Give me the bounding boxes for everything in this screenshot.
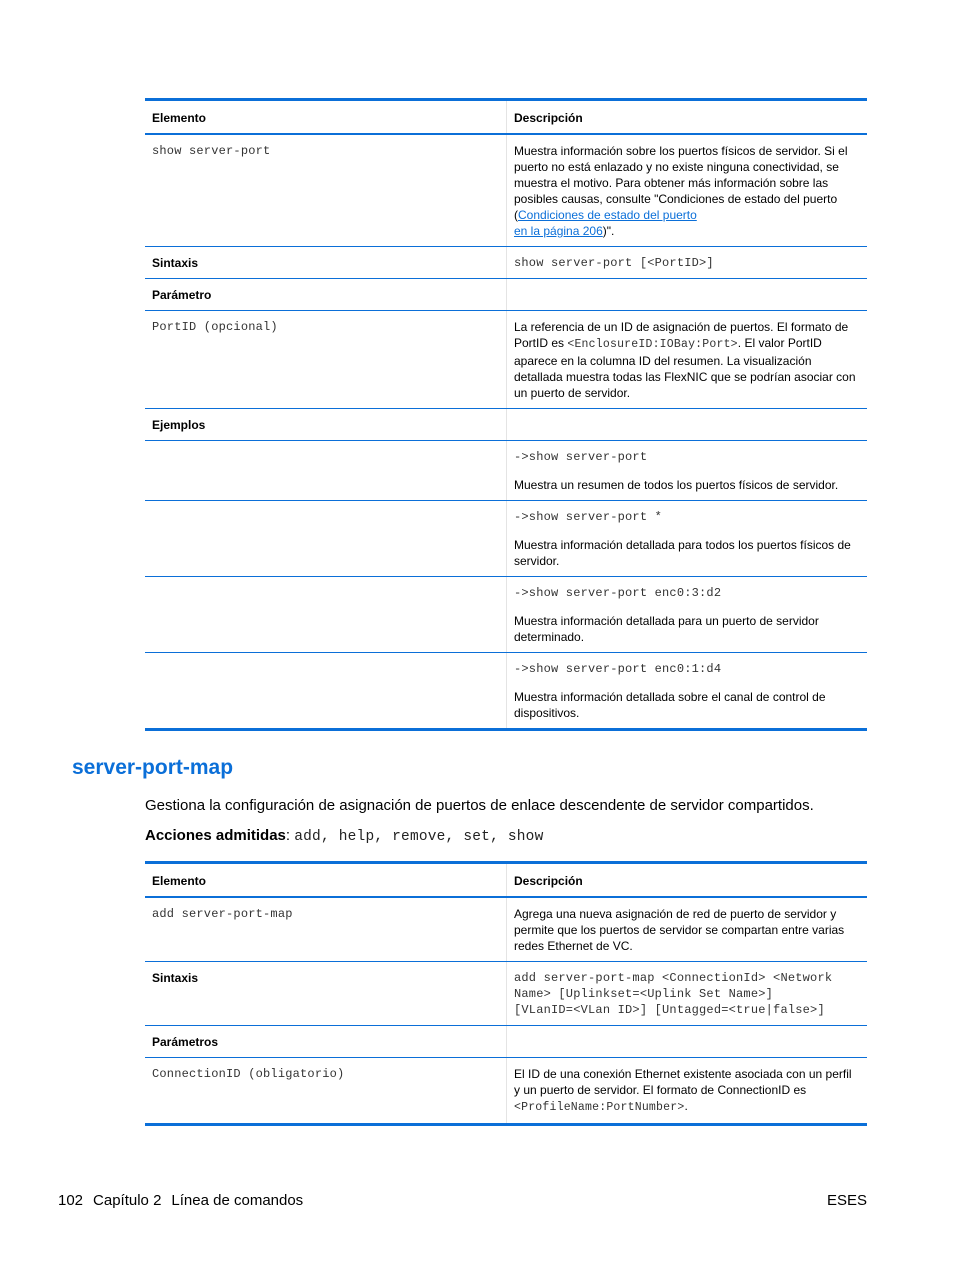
example-description: Muestra información detallada sobre el canal de control de dispositivos.: [514, 690, 826, 720]
inline-code: <ProfileName:PortNumber>: [514, 1101, 685, 1114]
empty-cell: [145, 441, 507, 501]
syntax-value: add server-port-map <ConnectionId> <Network Name> [Uplinkset=<Uplink Set Name>] [VLanID=<VLan ID>] [Untagged=<true|false>]: [507, 962, 868, 1026]
parameter-description: El ID de una conexión Ethernet existente asociada con un perfil y un puerto de servidor. El formato de ConnectionID es <ProfileName:PortNumber>.: [514, 1067, 852, 1114]
example-description: Muestra información detallada para un puerto de servidor determinado.: [514, 614, 819, 644]
empty-cell: [507, 279, 868, 311]
cross-reference-link[interactable]: Condiciones de estado del puerto en la página 206: [514, 208, 697, 238]
supported-actions: Acciones admitidas: add, help, remove, set, show: [145, 827, 544, 845]
parameters-label: Parámetros: [145, 1026, 507, 1058]
parameter-label: Parámetro: [145, 279, 507, 311]
actions-label: Acciones admitidas: [145, 827, 286, 844]
empty-cell: [145, 577, 507, 653]
empty-cell: [145, 501, 507, 577]
table-row: [145, 134, 867, 247]
parameter-name: ConnectionID (obligatorio): [145, 1058, 507, 1125]
table-row: [145, 1026, 867, 1058]
table-row: [145, 247, 867, 279]
example-row: [145, 501, 867, 577]
server-port-map-table: [145, 861, 867, 1126]
header-descripcion: Descripción: [507, 863, 868, 898]
example-description: Muestra un resumen de todos los puertos físicos de servidor.: [514, 478, 839, 492]
element-description: [507, 134, 868, 247]
table-row: [145, 962, 867, 1026]
actions-list: add, help, remove, set, show: [294, 829, 544, 845]
chapter-label: Capítulo 2: [93, 1192, 162, 1209]
example-command: ->show server-port enc0:3:d2: [514, 586, 722, 600]
empty-cell: [145, 653, 507, 730]
example-command: ->show server-port *: [514, 510, 663, 524]
example-command: ->show server-port enc0:1:d4: [514, 662, 722, 676]
chapter-title: Línea de comandos: [171, 1192, 304, 1209]
element-name: add server-port-map: [145, 897, 507, 962]
section-title: server-port-map: [72, 756, 234, 779]
table-header-row: [145, 100, 867, 135]
example-row: [145, 441, 867, 501]
empty-cell: [507, 409, 868, 441]
syntax-value: show server-port [<PortID>]: [507, 247, 868, 279]
empty-cell: [507, 1026, 868, 1058]
syntax-label: Sintaxis: [145, 962, 507, 1026]
table-row: [145, 1058, 867, 1125]
description-end: )".: [602, 224, 615, 238]
table-row: [145, 311, 867, 409]
example-row: [145, 577, 867, 653]
examples-label: Ejemplos: [145, 409, 507, 441]
section-intro: Gestiona la configuración de asignación de puertos de enlace descendente de servidor compartidos.: [145, 797, 814, 814]
page-footer-left: [58, 1192, 303, 1209]
page-footer-right: ESES: [826, 1192, 867, 1209]
page-number: 102: [58, 1192, 84, 1209]
syntax-label: Sintaxis: [145, 247, 507, 279]
inline-code: <EnclosureID:IOBay:Port>: [567, 338, 738, 351]
table-row: [145, 409, 867, 441]
server-port-table: [145, 98, 867, 731]
example-row: [145, 653, 867, 730]
example-description: Muestra información detallada para todos los puertos físicos de servidor.: [514, 538, 851, 568]
description-text: Muestra información sobre los puertos físicos de servidor. Si el puerto no está enlazado y no existe ninguna conectividad, se muestra el motivo. Para obtener más información sobre las posibles causas, consulte "Condiciones de estado del puerto (: [514, 144, 848, 222]
parameter-description: La referencia de un ID de asignación de puertos. El formato de PortID es <EnclosureID:IOBay:Port>. El valor PortID aparece en la columna ID del resumen. La visualización detallada muestra todas las FlexNIC que se podrían asociar con un puerto de servidor.: [507, 311, 868, 409]
table-row: [145, 897, 867, 962]
header-descripcion: Descripción: [507, 100, 868, 135]
parameter-name: PortID (opcional): [145, 311, 507, 409]
table-header-row: [145, 863, 867, 898]
example-command: ->show server-port: [514, 450, 648, 464]
element-description: Agrega una nueva asignación de red de puerto de servidor y permite que los puertos de servidor se compartan entre varias redes Ethernet de VC.: [507, 897, 868, 962]
header-elemento: Elemento: [145, 100, 507, 135]
element-name: show server-port: [145, 134, 507, 247]
header-elemento: Elemento: [145, 863, 507, 898]
table-row: [145, 279, 867, 311]
